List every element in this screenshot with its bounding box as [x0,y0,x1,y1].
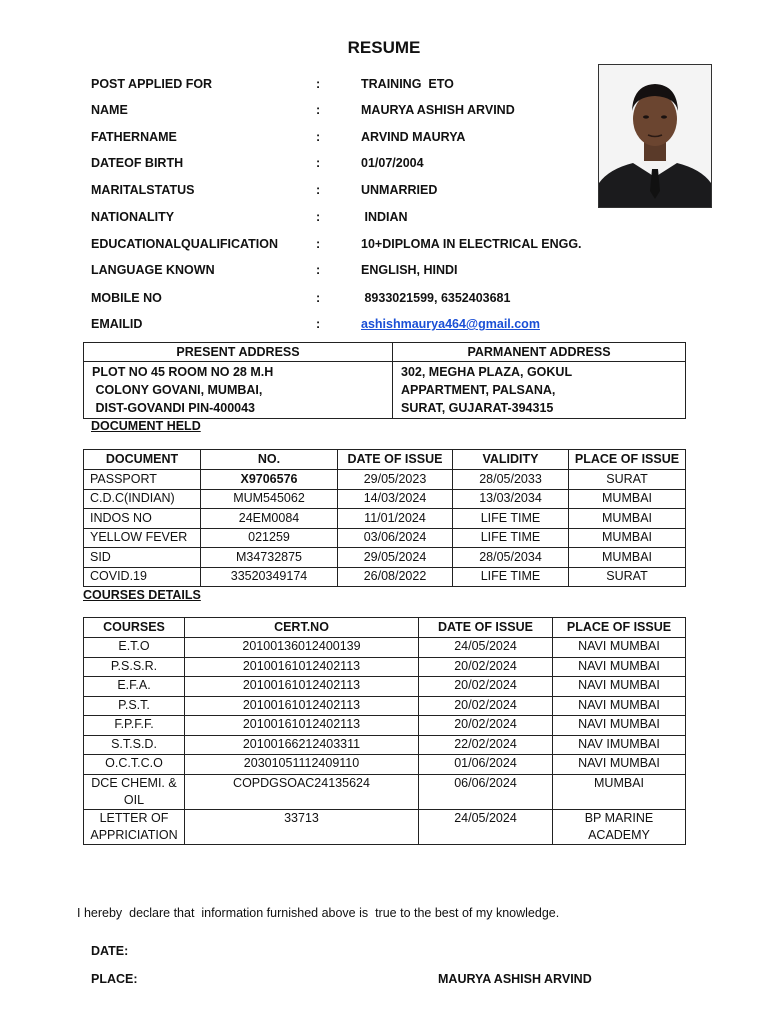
signature-name: MAURYA ASHISH ARVIND [438,972,592,986]
declaration-text: I hereby declare that information furnished above is true to the best of my knowledge. [77,906,560,920]
document-held-heading: DOCUMENT HELD [91,419,201,433]
permanent-address [393,362,686,419]
table-row [84,809,686,844]
info-row [91,263,611,283]
info-row [91,291,611,311]
info-row [91,210,611,230]
courses-cell: NAVI MUMBAI [553,696,686,716]
courses-cell: 20100161012402113 [185,716,419,736]
documents-cell: 28/05/2034 [453,548,569,568]
courses-details-heading: COURSES DETAILS [83,588,201,602]
documents-cell: 03/06/2024 [338,528,453,548]
info-row [91,237,611,257]
info-colon: : [316,317,321,331]
courses-cell: E.F.A. [84,677,185,697]
info-row [91,130,611,150]
documents-cell: COVID.19 [84,567,201,587]
info-value: MAURYA ASHISH ARVIND [361,103,515,117]
documents-cell: 26/08/2022 [338,567,453,587]
courses-cell: COPDGSOAC24135624 [185,774,419,809]
courses-cell: 20100136012400139 [185,638,419,658]
info-row [91,77,611,97]
table-row [84,509,686,529]
info-value: ENGLISH, HINDI [361,263,458,277]
info-value: ARVIND MAURYA [361,130,466,144]
table-row [84,657,686,677]
courses-cell: NAVI MUMBAI [553,677,686,697]
info-label: MARITALSTATUS [91,183,195,197]
courses-cell: LETTER OF APPRICIATION [84,809,185,844]
info-value: 10+DIPLOMA IN ELECTRICAL ENGG. [361,237,582,251]
table-row [84,677,686,697]
address-table [83,342,686,419]
documents-column-header: VALIDITY [453,450,569,470]
profile-photo-image [599,65,711,207]
info-value: 8933021599, 6352403681 [361,291,511,305]
table-row [84,735,686,755]
email-link[interactable]: ashishmaurya464@gmail.com [361,317,540,331]
info-label: NATIONALITY [91,210,175,224]
documents-column-header: NO. [201,450,338,470]
courses-cell: 20/02/2024 [419,716,553,736]
table-row [84,716,686,736]
courses-cell: NAVI MUMBAI [553,657,686,677]
courses-column-header: PLACE OF ISSUE [553,618,686,638]
courses-cell: E.T.O [84,638,185,658]
courses-cell: 22/02/2024 [419,735,553,755]
permanent-address-line: SURAT, GUJARAT-394315 [401,401,554,415]
documents-column-header: PLACE OF ISSUE [569,450,686,470]
courses-cell: NAV IMUMBAI [553,735,686,755]
courses-cell: 20/02/2024 [419,677,553,697]
courses-cell: NAVI MUMBAI [553,716,686,736]
info-colon: : [316,130,321,144]
documents-column-header: DATE OF ISSUE [338,450,453,470]
table-row [84,638,686,658]
documents-cell: LIFE TIME [453,528,569,548]
info-colon: : [316,237,321,251]
table-row [84,774,686,809]
courses-cell: 20100161012402113 [185,696,419,716]
table-row [84,470,686,490]
profile-photo [598,64,712,208]
present-address [84,362,393,419]
table-row [84,567,686,587]
table-row [84,528,686,548]
documents-cell: 29/05/2024 [338,548,453,568]
documents-cell: INDOS NO [84,509,201,529]
permanent-address-header: PARMANENT ADDRESS [393,343,686,362]
info-colon: : [316,210,321,224]
courses-cell: 20100166212403311 [185,735,419,755]
info-colon: : [316,183,321,197]
courses-cell: 20/02/2024 [419,696,553,716]
info-value [361,317,540,331]
courses-column-header: COURSES [84,618,185,638]
info-label: DATEOF BIRTH [91,156,184,170]
courses-cell: 06/06/2024 [419,774,553,809]
documents-cell: C.D.C(INDIAN) [84,489,201,509]
info-row [91,183,611,203]
table-row [84,755,686,775]
info-label: NAME [91,103,128,117]
courses-cell: MUMBAI [553,774,686,809]
info-label: EMAILID [91,317,143,331]
courses-cell: P.S.T. [84,696,185,716]
info-label: EDUCATIONALQUALIFICATION [91,237,279,251]
present-address-header: PRESENT ADDRESS [84,343,393,362]
courses-cell: 33713 [185,809,419,844]
courses-cell: 20100161012402113 [185,657,419,677]
documents-cell: MUMBAI [569,489,686,509]
table-row [84,696,686,716]
courses-cell: 24/05/2024 [419,638,553,658]
documents-cell: X9706576 [201,470,338,490]
info-label: POST APPLIED FOR [91,77,213,91]
courses-cell: DCE CHEMI. & OIL [84,774,185,809]
documents-cell: MUMBAI [569,509,686,529]
courses-cell: BP MARINE ACADEMY [553,809,686,844]
info-value: UNMARRIED [361,183,438,197]
documents-cell: 24EM0084 [201,509,338,529]
permanent-address-line: APPARTMENT, PALSANA, [401,383,556,397]
date-label: DATE: [91,944,129,958]
courses-cell: 20/02/2024 [419,657,553,677]
courses-table [83,617,686,845]
documents-cell: 021259 [201,528,338,548]
documents-cell: LIFE TIME [453,567,569,587]
present-address-line: DIST-GOVANDI PIN-400043 [92,401,256,415]
documents-cell: 13/03/2034 [453,489,569,509]
table-row [84,489,686,509]
documents-cell: LIFE TIME [453,509,569,529]
documents-cell: 28/05/2033 [453,470,569,490]
documents-table [83,449,686,587]
info-colon: : [316,156,321,170]
documents-cell: MUM545062 [201,489,338,509]
documents-cell: M34732875 [201,548,338,568]
documents-cell: SURAT [569,470,686,490]
courses-cell: 20100161012402113 [185,677,419,697]
info-value: TRAINING ETO [361,77,454,91]
permanent-address-line: 302, MEGHA PLAZA, GOKUL [401,365,573,379]
table-row [84,548,686,568]
documents-column-header: DOCUMENT [84,450,201,470]
documents-cell: MUMBAI [569,548,686,568]
info-colon: : [316,103,321,117]
info-row [91,317,611,337]
present-address-line: COLONY GOVANI, MUMBAI, [92,383,263,397]
info-label: MOBILE NO [91,291,162,305]
info-row [91,103,611,123]
info-value: 01/07/2004 [361,156,424,170]
info-colon: : [316,263,321,277]
info-row [91,156,611,176]
documents-cell: 33520349174 [201,567,338,587]
courses-cell: O.C.T.C.O [84,755,185,775]
courses-cell: NAVI MUMBAI [553,638,686,658]
courses-column-header: CERT.NO [185,618,419,638]
info-colon: : [316,291,321,305]
courses-cell: P.S.S.R. [84,657,185,677]
documents-cell: MUMBAI [569,528,686,548]
info-colon: : [316,77,321,91]
courses-cell: 20301051112409110 [185,755,419,775]
documents-cell: 14/03/2024 [338,489,453,509]
courses-cell: 24/05/2024 [419,809,553,844]
courses-cell: NAVI MUMBAI [553,755,686,775]
documents-cell: PASSPORT [84,470,201,490]
documents-cell: 11/01/2024 [338,509,453,529]
courses-cell: F.P.F.F. [84,716,185,736]
place-label: PLACE: [91,972,138,986]
documents-cell: 29/05/2023 [338,470,453,490]
courses-column-header: DATE OF ISSUE [419,618,553,638]
resume-title: RESUME [347,38,421,57]
documents-cell: YELLOW FEVER [84,528,201,548]
documents-cell: SID [84,548,201,568]
info-label: LANGUAGE KNOWN [91,263,215,277]
info-value: INDIAN [361,210,408,224]
present-address-line: PLOT NO 45 ROOM NO 28 M.H [92,365,274,379]
documents-cell: SURAT [569,567,686,587]
info-label: FATHERNAME [91,130,177,144]
courses-cell: S.T.S.D. [84,735,185,755]
courses-cell: 01/06/2024 [419,755,553,775]
